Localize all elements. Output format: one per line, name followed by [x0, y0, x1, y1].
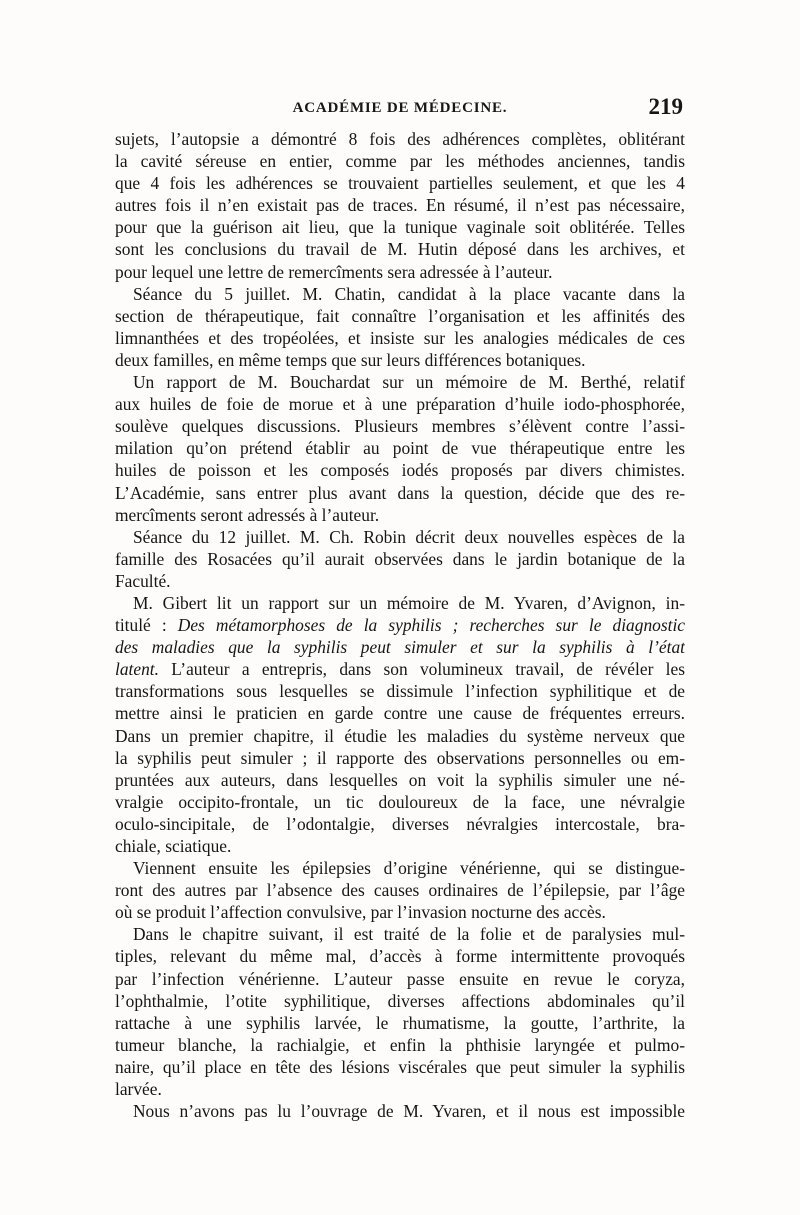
- italic-text: latent.: [115, 659, 159, 680]
- text-line: l’ophthalmie, l’otite syphilitique, diverses affections abdominales qu’il: [115, 990, 685, 1011]
- text-line: tumeur blanche, la rachialgie, et enfin la phthisie laryngée et pulmo-: [115, 1034, 685, 1055]
- text-line: section de thérapeutique, fait connaître l’organisation et les affinités des: [115, 305, 685, 326]
- text-line: naire, qu’il place en tête des lésions viscérales que peut simuler la syphilis: [115, 1056, 685, 1077]
- text-line: Dans le chapitre suivant, il est traité de la folie et de paralysies mul-: [133, 924, 685, 945]
- text-line: que 4 fois les adhérences se trouvaient partielles seulement, et que les 4: [115, 173, 685, 194]
- text-line: larvée.: [115, 1079, 162, 1100]
- running-header: [115, 94, 685, 130]
- text-line: huiles de poisson et les composés iodés proposés par divers chimistes.: [115, 460, 685, 481]
- text-line: où se produit l’affection convulsive, par l’invasion nocturne des accès.: [115, 902, 606, 923]
- text-line: soulève quelques discussions. Plusieurs membres s’élèvent contre l’assi-: [115, 416, 685, 437]
- text-line: famille des Rosacées qu’il aurait observées dans le jardin botanique de la: [115, 548, 685, 569]
- text-line: pour que la guérison ait lieu, que la tunique vaginale soit oblitérée. Telles: [115, 217, 685, 238]
- text-line: vralgie occipito-frontale, un tic douloureux de la face, une névralgie: [115, 791, 685, 812]
- text-line: Un rapport de M. Bouchardat sur un mémoire de M. Berthé, relatif: [133, 372, 685, 393]
- text-line: [115, 636, 685, 658]
- text-line: rattache à une syphilis larvée, le rhumatisme, la goutte, l’arthrite, la: [115, 1012, 685, 1033]
- text-line: pruntées aux auteurs, dans lesquelles on voit la syphilis simuler une né-: [115, 769, 685, 790]
- text-line: [115, 658, 685, 680]
- text-line: la cavité séreuse en entier, comme par les méthodes anciennes, tandis: [115, 151, 685, 172]
- text-segment: M. Gibert lit un rapport sur un mémoire de M. Yvaren, d’Avignon, in-: [133, 592, 685, 613]
- text-line: Séance du 12 juillet. M. Ch. Robin décrit deux nouvelles espèces de la: [133, 526, 685, 547]
- text-line: tiples, relevant du même mal, d’accès à forme intermittente provoqués: [115, 946, 685, 967]
- text-line: transformations sous lesquelles se dissimule l’infection syphilitique et de: [115, 681, 685, 702]
- text-line: chiale, sciatique.: [115, 836, 232, 856]
- italic-text: des maladies que la syphilis peut simuler et sur la syphilis à l’état: [115, 637, 685, 658]
- text-line: la syphilis peut simuler ; il rapporte des observations personnelles ou em-: [115, 747, 685, 768]
- text-line: Dans un premier chapitre, il étudie les maladies du système nerveux que: [115, 725, 685, 746]
- text-line: oculo-sincipitale, de l’odontalgie, diverses névralgies intercostale, bra-: [115, 813, 685, 834]
- text-line: limnanthées et des tropéolées, et insiste sur les analogies médicales de ces: [115, 327, 685, 348]
- text-line: pour lequel une lettre de remercîments sera adressée à l’auteur.: [115, 261, 553, 282]
- text-line: deux familles, en même temps que sur leurs différences botaniques.: [115, 349, 586, 370]
- text-line: [115, 592, 685, 614]
- header-title: ACADÉMIE DE MÉDECINE.: [292, 100, 508, 116]
- text-line: par l’infection vénérienne. L’auteur passe ensuite en revue le coryza,: [115, 968, 685, 989]
- text-line: milation qu’on prétend établir au point de vue thérapeutique entre les: [115, 438, 685, 459]
- text-segment: titulé :: [115, 615, 178, 636]
- text-line: sont les conclusions du travail de M. Hutin déposé dans les archives, et: [115, 239, 685, 260]
- italic-text: Des métamorphoses de la syphilis ; recherches sur le diagnostic: [177, 615, 685, 636]
- text-line: Nous n’avons pas lu l’ouvrage de M. Yvaren, et il nous est impossible: [133, 1101, 685, 1122]
- text-line: L’Académie, sans entrer plus avant dans la question, décide que des re-: [115, 482, 685, 503]
- text-line: [115, 614, 685, 636]
- text-line: ront des autres par l’absence des causes ordinaires de l’épilepsie, par l’âge: [115, 880, 685, 901]
- text-line: mercîments seront adressés à l’auteur.: [115, 504, 380, 525]
- text-segment: L’auteur a entrepris, dans son volumineux travail, de révéler les: [158, 659, 685, 680]
- text-line: Viennent ensuite les épilepsies d’origine vénérienne, qui se distingue-: [133, 858, 685, 879]
- body-text: [115, 128, 685, 1122]
- page-number: 219: [648, 94, 683, 119]
- text-line: aux huiles de foie de morue et à une préparation d’huile iodo-phosphorée,: [115, 394, 685, 415]
- text-line: mettre ainsi le praticien en garde contre une cause de fréquentes erreurs.: [115, 703, 685, 724]
- text-line: autres fois il n’en existait pas de traces. En résumé, il n’est pas nécessaire,: [115, 195, 685, 216]
- text-line: sujets, l’autopsie a démontré 8 fois des adhérences complètes, oblitérant: [115, 129, 685, 149]
- text-line: Séance du 5 juillet. M. Chatin, candidat à la place vacante dans la: [133, 283, 685, 304]
- text-line: Faculté.: [115, 570, 171, 591]
